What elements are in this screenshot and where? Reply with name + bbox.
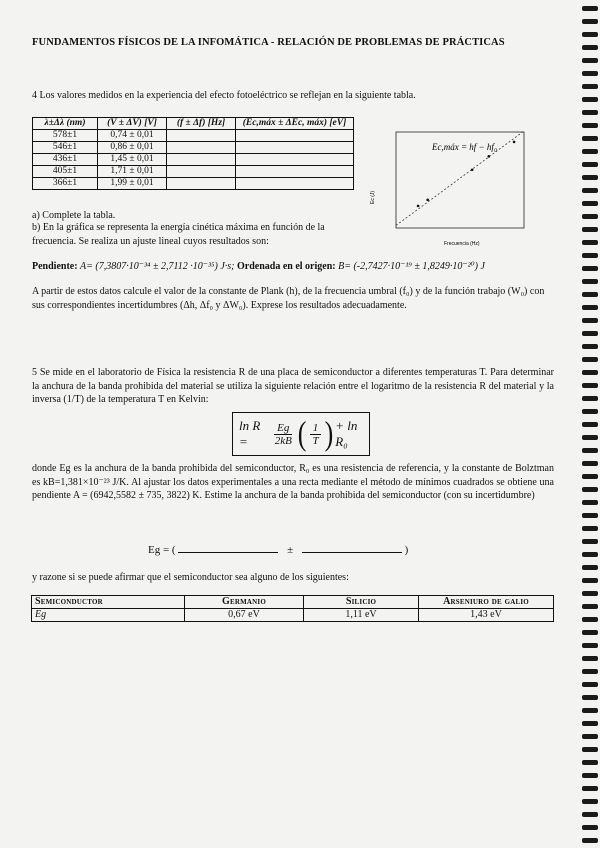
spiral-ring [582,409,598,414]
spiral-ring [582,500,598,505]
spiral-ring [582,344,598,349]
col-semiconductor: Semiconductor [32,596,185,609]
problem-4-question: A partir de estos datos calcule el valor de la constante de Plank (h), de la frecuencia umbral (f₀) y de la función trabajo (W₀) con sus correspondientes incertidumbres (Δh, Δf₀ y ΔW₀). Exprese los resultados adecuadamente. [32,286,545,311]
spiral-ring [582,240,598,245]
data-point [417,205,420,208]
spiral-ring [582,149,598,154]
spiral-ring [582,643,598,648]
spiral-ring [582,331,598,336]
semiconductor-header-row [32,596,554,609]
spiral-ring [582,201,598,206]
spiral-ring [582,838,598,843]
cell-silicio: 1,11 eV [304,609,419,622]
cell-frequency [167,154,236,166]
spiral-ring [582,97,598,102]
ordenada-value: B= (-2,7427·10⁻¹⁹ ± 1,8249·10⁻²⁰) J [338,261,485,272]
col-frequency: (f ± Δf) [Hz] [167,118,236,130]
spiral-ring [582,136,598,141]
data-point [426,199,429,202]
spiral-ring [582,71,598,76]
table-row [33,178,354,190]
spiral-binding [572,0,600,848]
problem-5-reason: y razone si se puede afirmar que el semiconductor sea alguno de los siguientes: [32,572,349,583]
spiral-ring [582,695,598,700]
pendiente-value: A= (7,3807·10⁻³⁴ ± 2,7112 ·10⁻³⁵) J·s; [80,261,235,272]
spiral-ring [582,175,598,180]
cell-frequency [167,130,236,142]
spiral-ring [582,227,598,232]
table-header-row [33,118,354,130]
formula-fraction [272,422,295,447]
table-row [33,154,354,166]
spiral-ring [582,19,598,24]
cell-wavelength: 405±1 [33,166,98,178]
spiral-ring [582,253,598,258]
spiral-ring [582,669,598,674]
data-point [471,168,474,171]
spiral-ring [582,721,598,726]
spiral-ring [582,760,598,765]
row-label-eg: Eg [32,609,185,622]
cell-wavelength: 578±1 [33,130,98,142]
cell-energy [236,166,354,178]
spiral-ring [582,370,598,375]
spiral-ring [582,565,598,570]
spiral-ring [582,279,598,284]
spiral-ring [582,84,598,89]
spiral-ring [582,578,598,583]
cell-voltage: 1,99 ± 0,01 [98,178,167,190]
spiral-ring [582,812,598,817]
table-row [33,130,354,142]
spiral-ring [582,396,598,401]
problem-4-item-a: a) Complete la tabla. [32,210,116,221]
spiral-ring [582,630,598,635]
spiral-ring [582,448,598,453]
spiral-ring [582,422,598,427]
cell-frequency [167,166,236,178]
cell-voltage: 1,71 ± 0,01 [98,166,167,178]
data-point [513,141,516,144]
spiral-ring [582,318,598,323]
spiral-ring [582,526,598,531]
spiral-ring [582,604,598,609]
bandgap-formula [232,412,370,456]
cell-arseniuro: 1,43 eV [419,609,554,622]
spiral-ring [582,799,598,804]
spiral-ring [582,162,598,167]
photoelectric-table [32,117,354,190]
paren-close: ) [324,414,334,453]
estimate-prefix: Eg = ( [148,544,176,556]
cell-wavelength: 546±1 [33,142,98,154]
spiral-ring [582,45,598,50]
spiral-ring [582,487,598,492]
formula-inverse-t [309,422,321,447]
spiral-ring [582,591,598,596]
spiral-ring [582,682,598,687]
estimate-uncertainty-blank[interactable] [302,542,402,553]
chart-formula: Ec,máx = hf − hf₀ [432,142,498,152]
formula-rhs: + ln R₀ [335,418,358,449]
energy-frequency-chart [366,124,532,250]
spiral-ring [582,266,598,271]
col-arseniuro: Arseniuro de galio [419,596,554,609]
cell-voltage: 1,45 ± 0,01 [98,154,167,166]
col-energy: (Ec,máx ± ΔEc, máx) [eV] [236,118,354,130]
paren-open: ( [297,414,307,453]
formula-lhs: ln R = [239,418,261,449]
cell-frequency [167,142,236,154]
pendiente-label: Pendiente: [32,261,78,272]
col-silicio: Silicio [304,596,419,609]
spiral-ring [582,747,598,752]
spiral-ring [582,123,598,128]
cell-voltage: 0,74 ± 0,01 [98,130,167,142]
cell-voltage: 0,86 ± 0,01 [98,142,167,154]
formula-numerator: Eg [274,422,292,435]
cell-frequency [167,178,236,190]
spiral-ring [582,734,598,739]
table-row [32,609,554,622]
inverse-t-denominator: T [312,434,319,447]
spiral-ring [582,214,598,219]
spiral-ring [582,461,598,466]
spiral-ring [582,188,598,193]
spiral-ring [582,786,598,791]
spiral-ring [582,773,598,778]
cell-energy [236,130,354,142]
cell-energy [236,154,354,166]
spiral-ring [582,110,598,115]
spiral-ring [582,552,598,557]
spiral-ring [582,383,598,388]
spiral-ring [582,6,598,11]
col-voltage: (V ± ΔV) [V] [98,118,167,130]
spiral-ring [582,825,598,830]
data-point [488,155,491,158]
chart-ylabel: Ec (J) [370,190,376,204]
formula-denominator: 2kB [274,434,292,447]
spiral-ring [582,32,598,37]
spiral-ring [582,357,598,362]
spiral-ring [582,539,598,544]
spiral-ring [582,474,598,479]
semiconductor-table [31,595,554,622]
estimate-suffix: ) [404,544,409,556]
cell-germanio: 0,67 eV [185,609,304,622]
spiral-ring [582,513,598,518]
problem-4-item-b: b) En la gráfica se representa la energía cinética máxima en función de la frecuencia. Se realiza un ajuste lineal cuyos resultados son: [32,222,325,247]
ordenada-label: Ordenada en el origen: [236,261,336,272]
spiral-ring [582,58,598,63]
cell-energy [236,178,354,190]
cell-wavelength: 436±1 [33,154,98,166]
table-row [33,142,354,154]
problem-4-intro: 4 Los valores medidos en la experiencia del efecto fotoeléctrico se reflejan en la siguiente tabla. [32,90,416,101]
page-header: FUNDAMENTOS FÍSICOS DE LA INFOMÁTICA - RELACIÓN DE PROBLEMAS DE PRÁCTICAS [32,37,505,48]
problem-5-description: donde Eg es la anchura de la banda prohibida del semiconductor, R₀ es una resistencia de referencia, y la constante de Bolztman es kB=1,381×10⁻²³ J/K. Al ajustar los datos experimentales a una recta mediante el método de mínimos cuadrados se obtiene una pendiente A = (6942,5582 ± 735, 3822) K. Estime la anchura de la banda prohibida del semiconductor (con su incertidumbre) [32,463,554,501]
estimate-plus-minus: ± [287,544,294,556]
fit-results [32,260,557,274]
table-row [33,166,354,178]
spiral-ring [582,435,598,440]
cell-energy [236,142,354,154]
spiral-ring [582,617,598,622]
chart-xlabel: Frecuencia (Hz) [444,241,480,247]
col-germanio: Germanio [185,596,304,609]
spiral-ring [582,305,598,310]
spiral-ring [582,656,598,661]
problem-5-intro: 5 Se mide en el laboratorio de Física la resistencia R de una placa de semiconductor a diferentes temperaturas T. Para determinar la anchura de la banda prohibida del material se utiliza la siguiente relación entre el logaritmo de la resistencia R del material y la inversa (1/T) de la temperatura T en Kelvin: [32,367,554,405]
col-wavelength: λ±Δλ (nm) [33,118,98,130]
cell-wavelength: 366±1 [33,178,98,190]
inverse-t-numerator: 1 [310,422,322,435]
estimate-value-blank[interactable] [178,542,278,553]
spiral-ring [582,708,598,713]
spiral-ring [582,292,598,297]
bandgap-estimate [148,542,408,556]
